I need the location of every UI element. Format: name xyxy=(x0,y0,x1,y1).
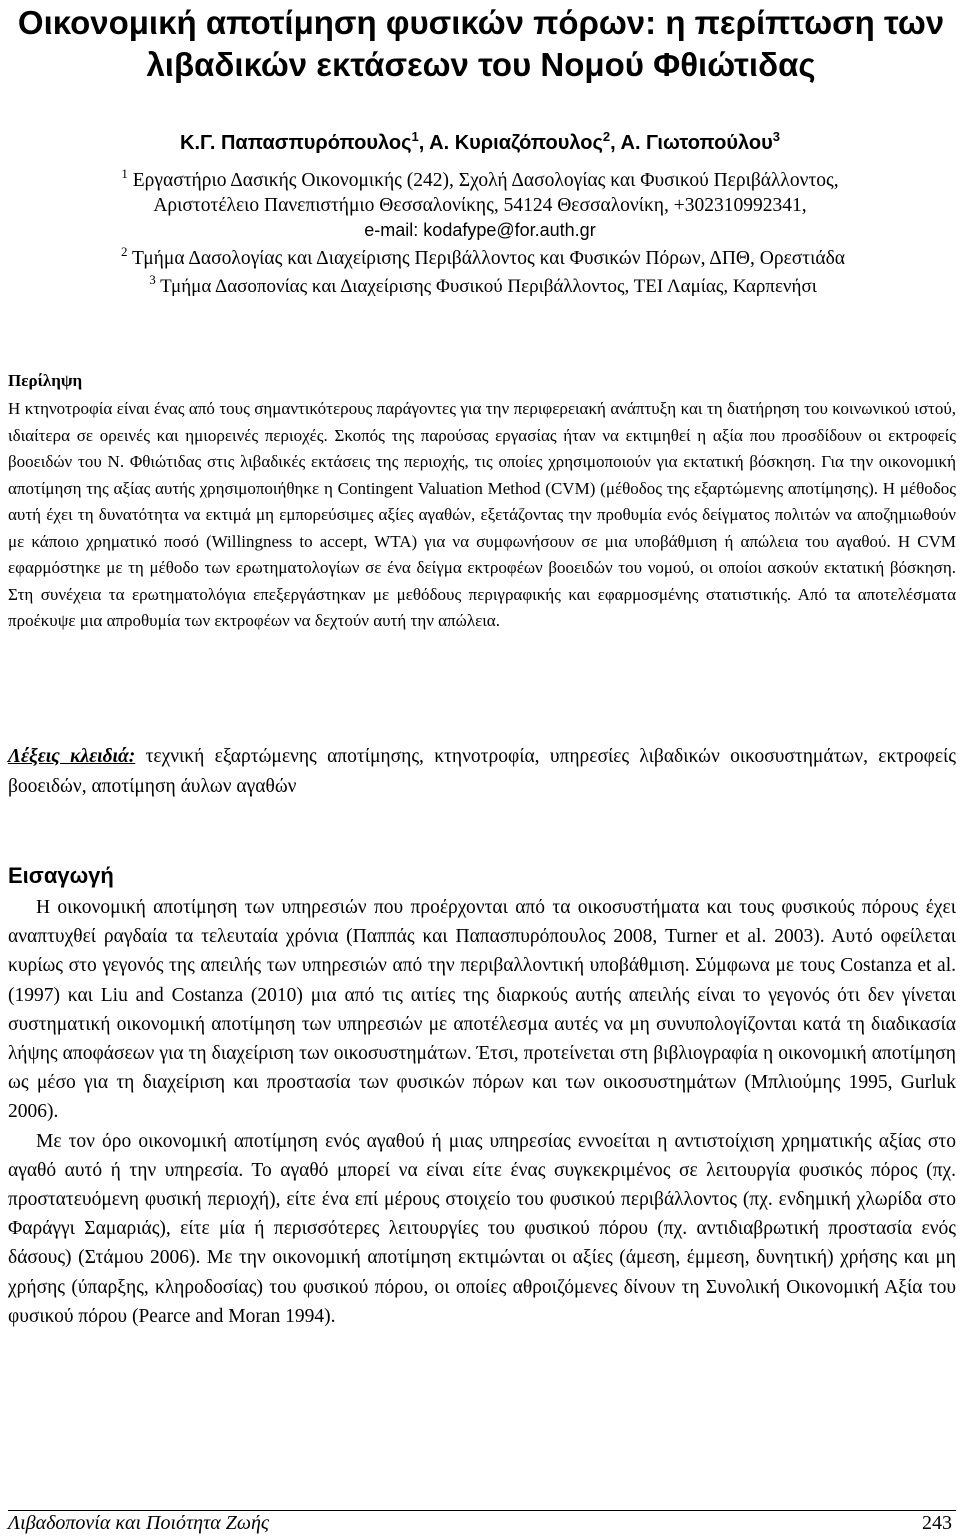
author-2: Α. Κυριαζόπουλος xyxy=(429,132,603,154)
abstract-heading: Περίληψη xyxy=(8,371,83,390)
affiliation-2-text: Τμήμα Δασολογίας και Διαχείρισης Περιβάλλοντος και Φυσικών Πόρων, ΔΠΘ, Ορεστιάδα xyxy=(132,248,845,269)
author-1-affiliation-mark: 1 xyxy=(411,129,419,144)
affiliation-1-line2: Αριστοτέλειο Πανεπιστήμιο Θεσσαλονίκης, 54124 Θεσσαλονίκη, +302310992341, xyxy=(153,195,807,216)
introduction-body xyxy=(8,893,956,1331)
keywords-label: Λέξεις κλειδιά: xyxy=(8,746,136,767)
introduction-paragraph-1: Η οικονομική αποτίμηση των υπηρεσιών που προέρχονται από τα οικοσυστήματα και τους φυσικούς πόρους έχει αναπτυχθεί ραγδαία τα τελευταία χρόνια (Παππάς και Παπασπυρόπουλος 2008, Turner et al. 2003). Αυτό οφείλεται κυρίως στο γεγονός της απειλής των υπηρεσιών από την περιβαλλοντική υποβάθμιση. Σύμφωνα με τους Costanza et al. (1997) και Liu and Costanza (2010) μια από τις αιτίες της διαρκούς αυτής απειλής είναι το γεγονός ότι δεν γίνεται συστηματική οικονομική αποτίμηση των υπηρεσιών με αποτέλεσμα αυτές να μη συνυπολογίζονται κατά τη διαδικασία λήψης αποφάσεων για τη διαχείριση των οικοσυστημάτων. Έτσι, προτείνεται στη βιβλιογραφία η οικονομική αποτίμηση ως μέσο για τη διαχείριση και προστασία των φυσικών πόρων και των οικοσυστημάτων (Μπλιούμης 1995, Gurluk 2006). xyxy=(8,897,956,1123)
affiliation-1-mark: 1 xyxy=(121,166,128,181)
affiliation-3-text: Τμήμα Δασοπονίας και Διαχείρισης Φυσικού Περιβάλλοντος, ΤΕΙ Λαμίας, Καρπενήσι xyxy=(160,276,817,297)
author-2-affiliation-mark: 2 xyxy=(602,129,611,144)
introduction-paragraph-2: Με τον όρο οικονομική αποτίμηση ενός αγαθού ή μιας υπηρεσίας εννοείται η αντιστοίχιση χρηματικής αξίας στο αγαθό αυτό ή την υπηρεσία. Το αγαθό μπορεί να είναι είτε ένας συγκεκριμένος σε λειτουργία φυσικός πόρος (πχ. προστατευόμενη φυσική περιοχή), είτε ένα επί μέρους στοιχείο του φυσικού περιβάλλοντος (πχ. ενδημική χλωρίδα στο Φαράγγι Σαμαριάς), είτε μία ή περισσότερες λειτουργίες του φυσικού πόρου (πχ. αντιδιαβρωτική προστασία ενός δάσους) (Στάμου 2006). Με την οικονομική αποτίμηση εκτιμώνται οι αξίες (άμεση, έμμεση, δυνητική) χρήσης και μη χρήσης (ύπαρξης, κληροδοσίας) του φυσικού πόρου, οι οποίες αθροιζόμενες δίνουν τη Συνολική Οικονομική Αξία του φυσικού πόρου (Pearce and Moran 1994). xyxy=(8,1130,956,1327)
affiliation-3 xyxy=(6,274,960,299)
footer-journal-name: Λιβαδοπονία και Ποιότητα Ζωής xyxy=(8,1512,270,1534)
author-line: Κ.Γ. Παπασπυρόπουλος$^1$, Α. Κυριαζόπουλος$^2$, Α. Γιωτοπούλου$^3$ xyxy=(180,129,780,154)
keywords xyxy=(8,742,956,802)
affiliation-2-mark: 2 xyxy=(121,244,128,259)
affiliation-3-mark: 3 xyxy=(149,272,156,287)
author-3-affiliation-mark: 3 xyxy=(772,129,780,144)
introduction-heading: Εισαγωγή xyxy=(8,863,114,888)
affiliation-1-line1: Εργαστήριο Δασικής Οικονομικής (242), Σχολή Δασολογίας και Φυσικού Περιβάλλοντος, xyxy=(132,170,839,191)
affiliation-1-email: e-mail: kodafype@for.auth.gr xyxy=(364,220,596,240)
author-3: Α. Γιωτοπούλου xyxy=(620,132,773,154)
footer-page-number: 243 xyxy=(922,1512,952,1534)
paper-title: Οικονομική αποτίμηση φυσικών πόρων: η περίπτωση των λιβαδικών εκτάσεων του Νομού Φθιώτιδας xyxy=(17,4,945,83)
keywords-text: τεχνική εξαρτώμενης αποτίμησης, κτηνοτροφία, υπηρεσίες λιβαδικών οικοσυστημάτων, εκτροφείς βοοειδών, αποτίμηση άυλων αγαθών xyxy=(8,746,957,797)
author-1: Κ.Γ. Παπασπυρόπουλος xyxy=(180,132,412,154)
affiliation-1 xyxy=(0,168,960,243)
affiliation-2 xyxy=(6,246,960,271)
abstract-text: Η κτηνοτροφία είναι ένας από τους σημαντικότερους παράγοντες για την περιφερειακή ανάπτυξη και τη διατήρηση του κοινωνικού ιστού, ιδιαίτερα σε ορεινές και ημιορεινές περιοχές. Σκοπός της παρούσας εργασίας ήταν να εκτιμηθεί η αξία που προσδίδουν οι εκτροφείς βοοειδών του Ν. Φθιώτιδας στις λιβαδικές εκτάσεις της περιοχής, τις οποίες χρησιμοποιούν για εκτατική βόσκηση. Για την οικονομική αποτίμηση της αξίας αυτής χρησιμοποιήθηκε η Contingent Valuation Method (CVM) (μέθοδος της εξαρτώμενης αποτίμησης). Η μέθοδος αυτή έχει τη δυνατότητα να εκτιμά μη εμπορεύσιμες αξίες αγαθών, εξετάζοντας την προθυμία ενός δείγματος πολιτών να αποζημιωθούν με κάποιο χρηματικό ποσό (Willingness to accept, WTA) για να συμφωνήσουν σε μια υποβάθμιση ή απώλεια του αγαθού. Η CVM εφαρμόστηκε με τη μέθοδο των ερωτηματολογίων σε ένα δείγμα εκτροφέων βοοειδών του νομού, οι οποίοι ασκούν εκτατική βόσκηση. Στη συνέχεια τα ερωτηματολόγια επεξεργάστηκαν με μεθόδους περιγραφικής και εφαρμοσμένης στατιστικής. Από τα αποτελέσματα προέκυψε μια απροθυμία των εκτροφέων να δεχτούν αυτή την απώλεια. xyxy=(8,399,956,630)
